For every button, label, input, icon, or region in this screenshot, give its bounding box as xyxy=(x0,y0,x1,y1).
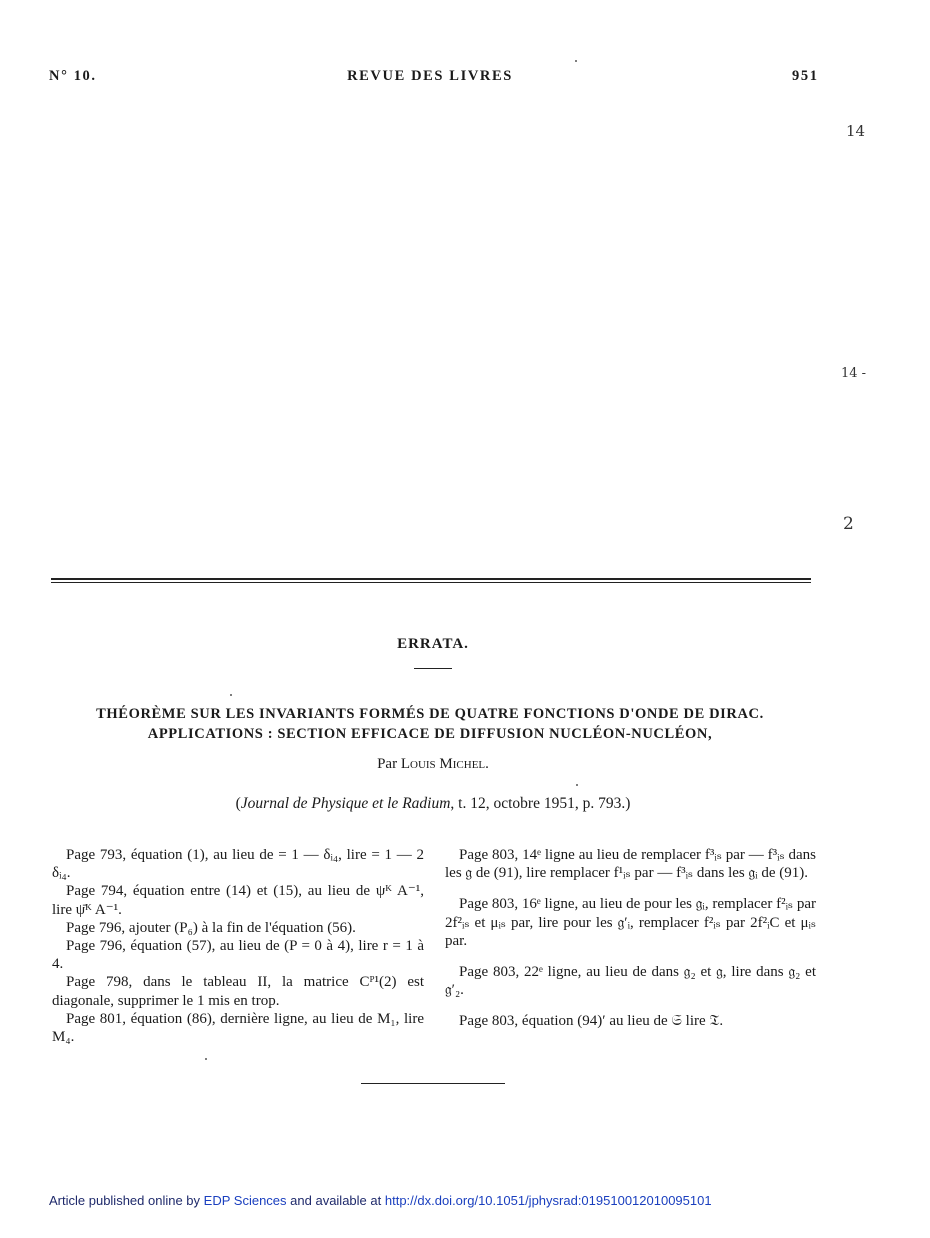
margin-mark-3: 2 xyxy=(843,514,854,534)
citation-details: , t. 12, octobre 1951, p. 793.) xyxy=(450,795,631,812)
margin-mark-1: 14 xyxy=(846,122,866,140)
erratum-item: Page 796, équation (57), au lieu de (P = 0 à 4), lire r = 1 à 4. xyxy=(52,938,424,973)
margin-mark-2: 14 - xyxy=(841,366,867,381)
speck xyxy=(230,694,232,696)
footer-middle: and available at xyxy=(290,1193,382,1208)
page-number: 951 xyxy=(792,68,819,84)
section-divider xyxy=(51,578,811,583)
edp-sciences-link[interactable]: EDP Sciences xyxy=(203,1193,287,1208)
author-name: Louis Michel. xyxy=(400,756,489,772)
erratum-item: Page 796, ajouter (P₆) à la fin de l'équation (56). xyxy=(66,919,356,936)
end-rule xyxy=(361,1083,505,1084)
author-prefix: Par xyxy=(377,756,398,772)
citation xyxy=(0,795,866,813)
erratum-item: Page 803, 16ᵉ ligne, au lieu de pour les 𝔤ᵢ, remplacer f²ᵢₛ par 2f²ᵢₛ et μᵢₛ par, lire pour les 𝔤′ᵢ, remplacer f²ᵢₛ par 2f²ᵢC et μᵢₛ par. xyxy=(445,896,816,949)
article-title-line-1: THÉORÈME SUR LES INVARIANTS FORMÉS DE QUATRE FONCTIONS D'ONDE DE DIRAC. xyxy=(96,706,764,722)
speck xyxy=(575,60,577,62)
errata-column-left xyxy=(52,846,424,1046)
footer-prefix: Article published online by xyxy=(49,1193,201,1208)
erratum-item: Page 798, dans le tableau II, la matrice Cᴾ¹(2) est diagonale, supprimer le 1 mis en trop. xyxy=(52,974,424,1009)
speck xyxy=(205,1058,207,1060)
erratum-item: Page 803, 22ᵉ ligne, au lieu de dans 𝔤₂ et 𝔤, lire dans 𝔤₂ et 𝔤′₂. xyxy=(445,964,816,999)
speck xyxy=(576,784,578,786)
errata-column-right xyxy=(445,846,816,1031)
heading-underline xyxy=(414,668,452,669)
author-line xyxy=(0,756,866,773)
errata-heading: ERRATA. xyxy=(397,636,469,652)
erratum-item: Page 793, équation (1), au lieu de = 1 — δᵢ₄, lire = 1 — 2 δᵢ₄. xyxy=(52,847,424,882)
doi-link[interactable]: http://dx.doi.org/10.1051/jphysrad:019510012010095101 xyxy=(384,1193,712,1208)
erratum-item: Page 801, équation (86), dernière ligne, au lieu de M₁, lire M₄. xyxy=(52,1010,424,1046)
running-header-issue: N° 10. xyxy=(49,68,97,84)
erratum-item: Page 803, 14ᵉ ligne au lieu de remplacer f³ᵢₛ par — f³ᵢₛ dans les 𝔤 de (91), lire remplacer f¹ᵢₛ par — f³ᵢₛ dans les 𝔤ᵢ de (91). xyxy=(445,847,816,882)
citation-journal: Journal de Physique et le Radium xyxy=(240,795,451,812)
article-title-line-2: APPLICATIONS : SECTION EFFICACE DE DIFFUSION NUCLÉON-NUCLÉON, xyxy=(147,726,713,742)
erratum-item: Page 794, équation entre (14) et (15), au lieu de ψᴷ A⁻¹, lire ψ̄ᴷ A⁻¹. xyxy=(52,883,424,918)
citation-open: ( xyxy=(235,795,241,812)
running-header-title: REVUE DES LIVRES xyxy=(347,68,513,84)
erratum-item: Page 803, équation (94)′ au lieu de 𝔖 lire 𝔗. xyxy=(459,1013,724,1030)
publication-footer xyxy=(49,1193,712,1208)
